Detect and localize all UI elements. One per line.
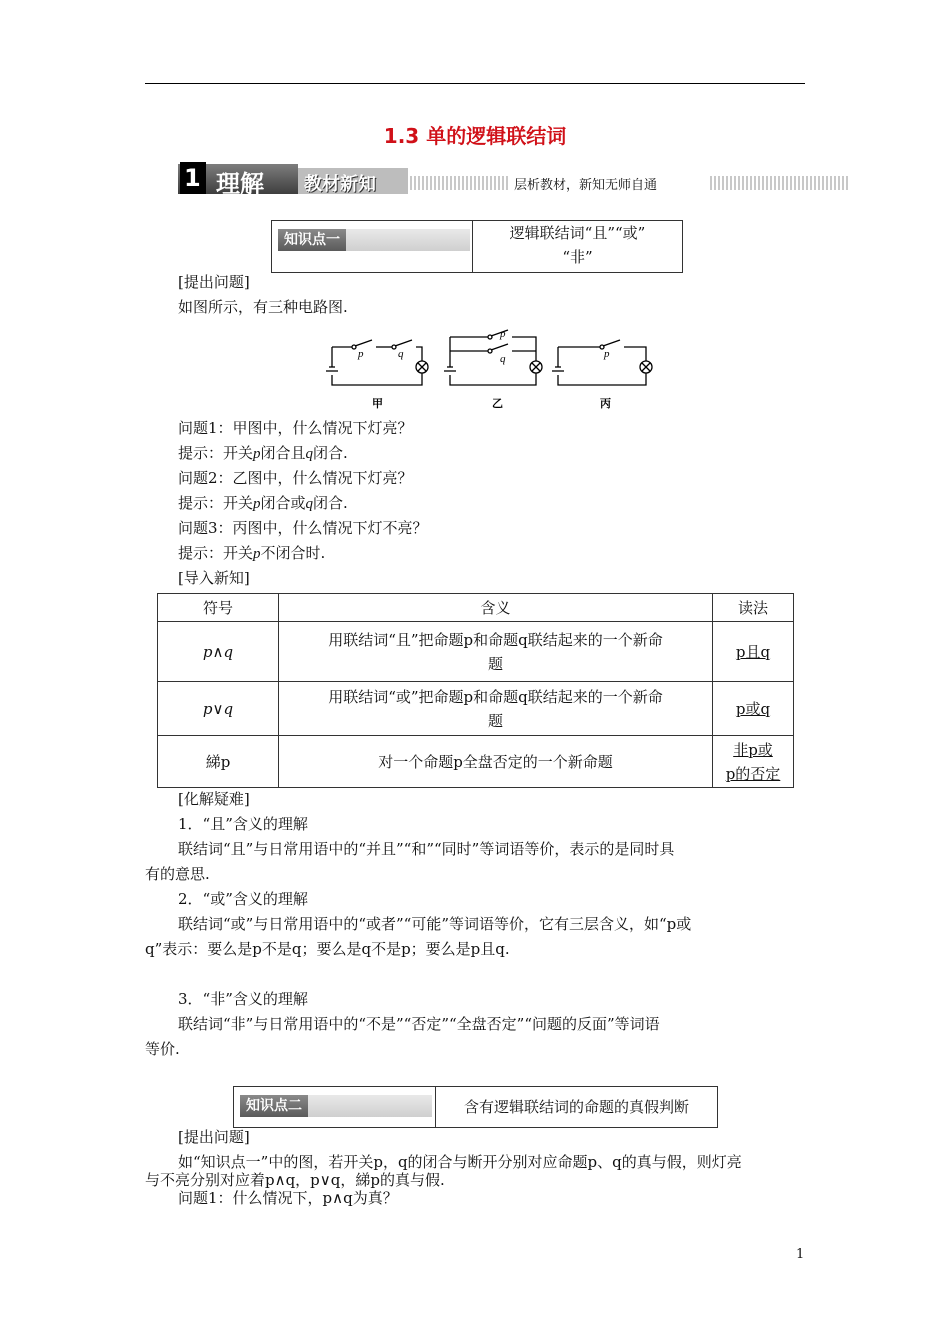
banner-number: 1 <box>184 164 201 192</box>
circuit-yi-p-label: p <box>500 328 506 340</box>
hint-1: 提示：开关p闭合且q闭合. <box>178 444 348 462</box>
banner-graphic <box>178 158 848 196</box>
banner-word-understand: 理解 <box>216 170 264 198</box>
banner-word-textbook: 教材新知 <box>304 174 376 195</box>
circuit-diagrams <box>320 325 660 415</box>
header-reading: 读法 <box>713 594 794 622</box>
s3-topic-2: 2．“或”含义的理解 <box>178 890 308 908</box>
circuit-jia-p-label: p <box>358 348 364 360</box>
kp1-topic-line2: “非” <box>562 248 593 266</box>
header-rule <box>145 83 805 84</box>
question-3: 问题3：丙图中，什么情况下灯不亮？ <box>178 519 428 537</box>
row-and-meaning: 用联结词“且”把命题p和命题q联结起来的一个新命 题 <box>279 622 713 682</box>
row-or-reading: p或q <box>713 682 794 736</box>
s1-heading: [提出问题] <box>178 273 250 291</box>
circuit-yi <box>444 330 542 385</box>
table-row <box>158 682 794 736</box>
hint-2: 提示：开关p闭合或q闭合. <box>178 494 348 512</box>
s3-para-2a: 联结词“或”与日常用语中的“或者”“可能”等词语等价，它有三层含义，如“p或 <box>178 915 692 933</box>
row-or-symbol: p∨q <box>158 682 279 736</box>
s3-para-1b: 有的意思. <box>145 865 210 883</box>
header-meaning: 含义 <box>279 594 713 622</box>
s4-heading: [提出问题] <box>178 1128 250 1146</box>
circuit-label-jia: 甲 <box>372 397 383 410</box>
s4-line-2: 与不亮分别对应着p∧q，p∨q，綈p的真与假. <box>145 1171 445 1189</box>
s3-topic-3: 3．“非”含义的理解 <box>178 990 308 1008</box>
circuit-bing <box>552 340 652 385</box>
kp1-topic <box>473 221 682 269</box>
header-symbol: 符号 <box>158 594 279 622</box>
row-not-reading: 非p或 p的否定 <box>713 736 794 788</box>
kp2-topic: 含有逻辑联结词的命题的真假判断 <box>463 1098 689 1116</box>
circuit-bing-p-label: p <box>604 348 610 360</box>
s3-para-3b: 等价. <box>145 1040 180 1058</box>
hint-3: 提示：开关p不闭合时. <box>178 544 326 562</box>
table-header-row <box>158 594 794 622</box>
circuit-yi-q-label: q <box>500 353 506 365</box>
row-and-symbol: p∧q <box>158 622 279 682</box>
s3-para-2b: q”表示：要么是p不是q；要么是q不是p；要么是p且q. <box>145 940 510 958</box>
s3-heading: [化解疑难] <box>178 790 250 808</box>
banner-slogan: 层析教材，新知无师自通 <box>514 178 658 193</box>
row-and-reading: p且q <box>713 622 794 682</box>
circuit-label-yi: 乙 <box>492 397 503 410</box>
question-2: 问题2：乙图中，什么情况下灯亮？ <box>178 469 413 487</box>
knowledge-point-2-box <box>233 1086 718 1128</box>
circuit-jia <box>326 340 428 385</box>
knowledge-point-1-box <box>271 220 683 273</box>
s2-heading: [导入新知] <box>178 569 250 587</box>
page-number: 1 <box>796 1247 805 1262</box>
s1-intro: 如图所示，有三种电路图. <box>178 298 348 316</box>
kp2-tag: 知识点二 <box>240 1095 308 1117</box>
s3-para-3a: 联结词“非”与日常用语中的“不是”“否定”“全盘否定”“问题的反面”等词语 <box>178 1015 660 1033</box>
table-row <box>158 736 794 788</box>
page-title: 1.3 单的逻辑联结词 <box>383 124 567 148</box>
question-1: 问题1：甲图中，什么情况下灯亮？ <box>178 419 413 437</box>
s3-para-1a: 联结词“且”与日常用语中的“并且”“和”“同时”等词语等价，表示的是同时具 <box>178 840 675 858</box>
kp1-topic-line1: 逻辑联结词“且”“或” <box>509 224 646 242</box>
row-not-symbol: 綈p <box>158 736 279 788</box>
definition-table <box>157 593 794 788</box>
s4-line-1: 如“知识点一”中的图，若开关p，q的闭合与断开分别对应命题p、q的真与假，则灯亮 <box>178 1153 742 1171</box>
section-banner <box>178 158 848 196</box>
circuit-jia-q-label: q <box>398 348 404 360</box>
circuit-label-bing: 丙 <box>600 397 611 410</box>
table-row <box>158 622 794 682</box>
row-not-meaning: 对一个命题p全盘否定的一个新命题 <box>279 736 713 788</box>
s3-topic-1: 1．“且”含义的理解 <box>178 815 308 833</box>
s4-question-1: 问题1：什么情况下，p∧q为真？ <box>178 1189 398 1207</box>
row-or-meaning: 用联结词“或”把命题p和命题q联结起来的一个新命 题 <box>279 682 713 736</box>
kp1-tag: 知识点一 <box>278 229 346 251</box>
